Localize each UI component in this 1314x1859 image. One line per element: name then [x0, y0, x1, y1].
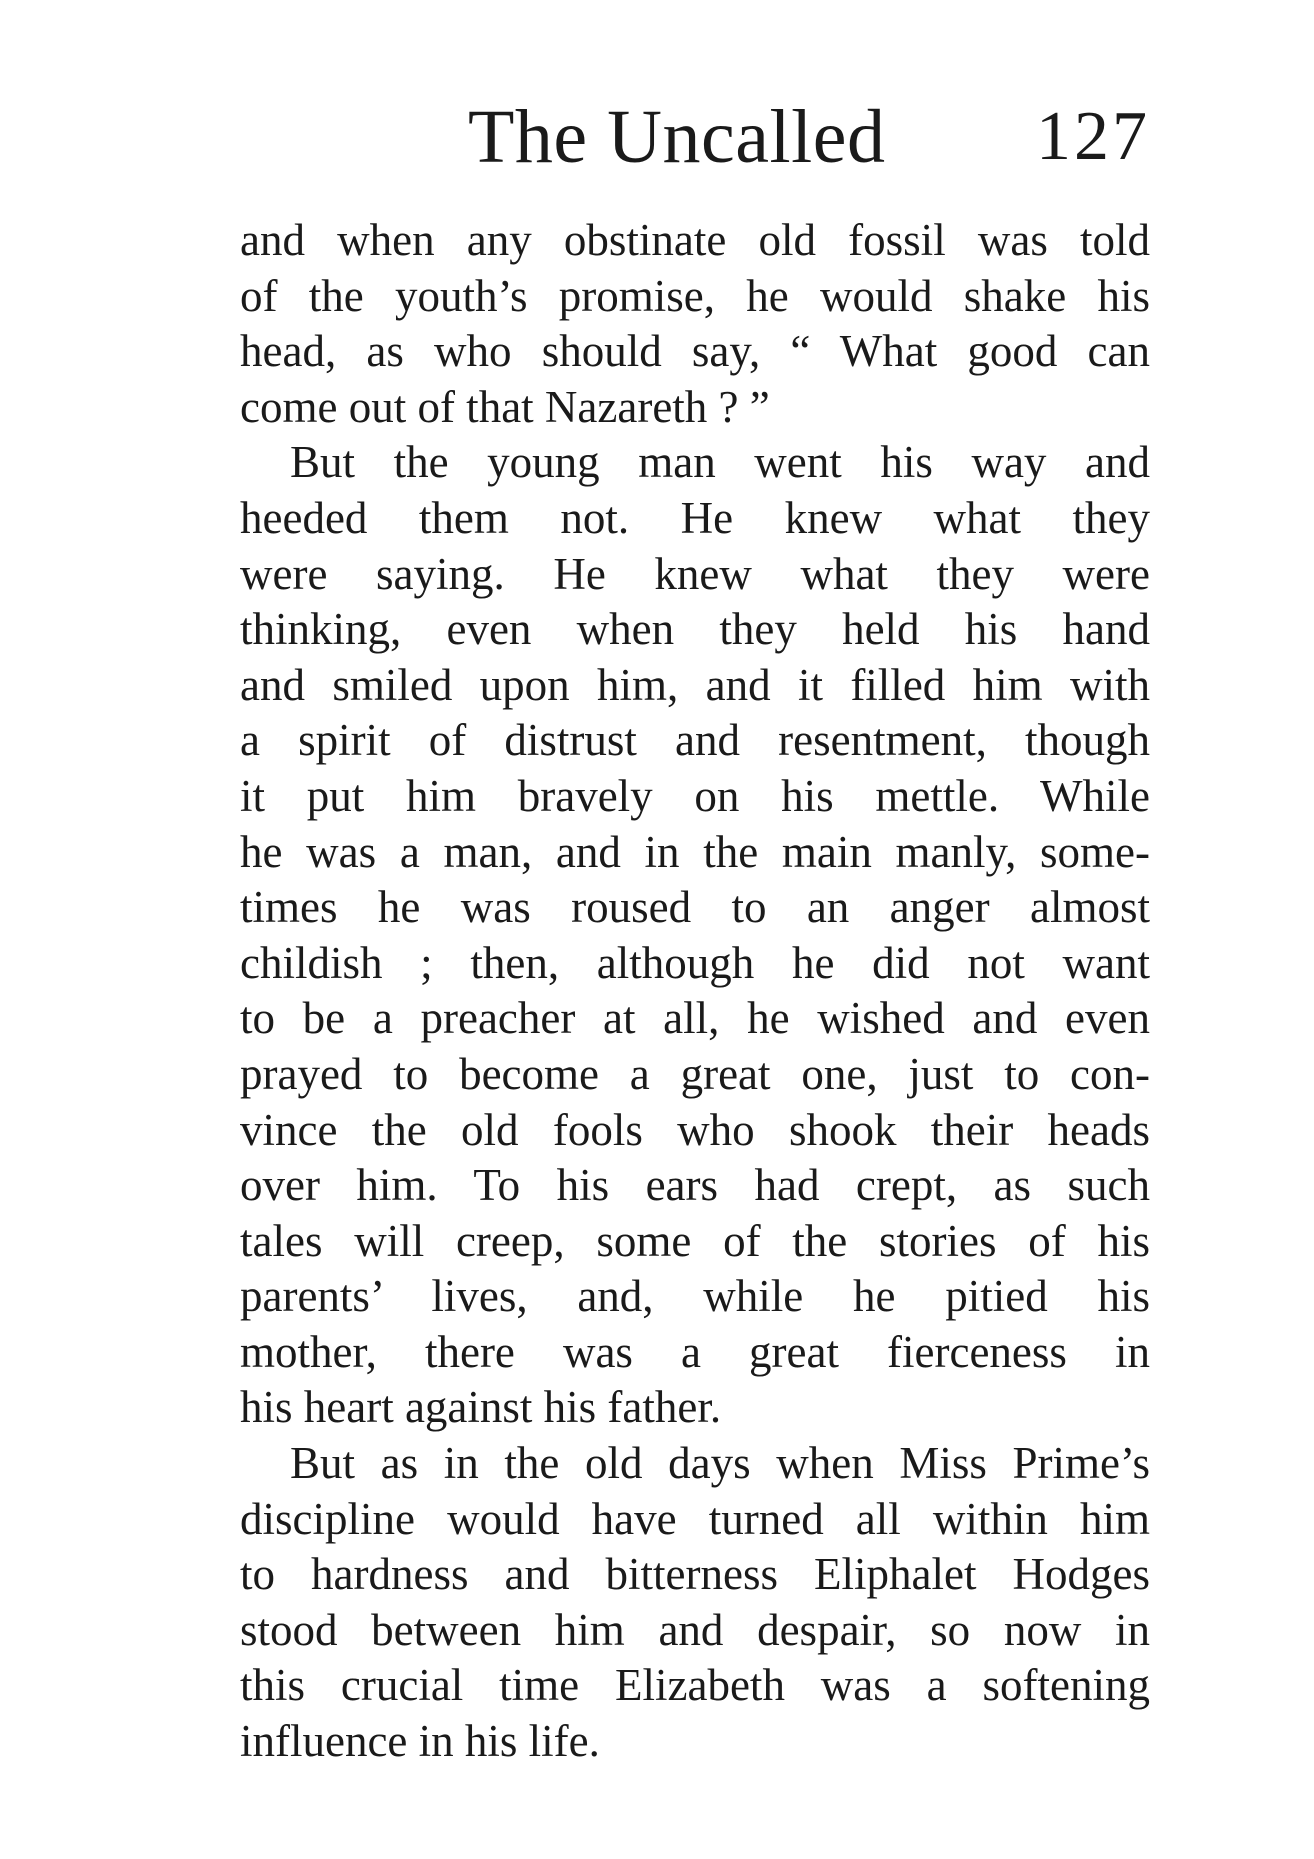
text-line: to be a preacher at all, he wished and even [240, 993, 1150, 1044]
text-line: a spirit of distrust and resentment, though [240, 715, 1150, 766]
text-line: of the youth’s promise, he would shake his [240, 270, 1150, 321]
text-line: times he was roused to an anger almost [240, 882, 1150, 933]
text-line: heeded them not. He knew what they [240, 492, 1150, 543]
paragraph-start-line: But as in the old days when Miss Prime’s [290, 1438, 1150, 1489]
text-line: vince the old fools who shook their heads [240, 1104, 1150, 1155]
text-line: tales will creep, some of the stories of his [240, 1215, 1150, 1266]
text-line: influence in his life. [240, 1716, 600, 1767]
text-line: and smiled upon him, and it filled him with [240, 659, 1150, 710]
text-line: thinking, even when they held his hand [240, 604, 1150, 655]
text-line: and when any obstinate old fossil was told [240, 215, 1150, 265]
text-line: mother, there was a great fierceness in [240, 1326, 1150, 1377]
text-line: were saying. He knew what they were [240, 548, 1150, 599]
running-header [240, 92, 1150, 182]
text-line: prayed to become a great one, just to con- [240, 1048, 1150, 1099]
text-line: come out of that Nazareth ? ” [240, 381, 770, 432]
text-line: his heart against his father. [240, 1382, 722, 1433]
body-text [240, 213, 1150, 1770]
page-number: 127 [1036, 98, 1150, 175]
text-line: discipline would have turned all within him [240, 1493, 1150, 1544]
text-line: childish ; then, although he did not want [240, 937, 1150, 988]
text-line: it put him bravely on his mettle. While [240, 770, 1150, 821]
text-line: head, as who should say, “ What good can [240, 326, 1150, 377]
paragraph-start-line: But the young man went his way and [290, 437, 1150, 488]
text-line: this crucial time Elizabeth was a softening [240, 1660, 1150, 1711]
text-line: parents’ lives, and, while he pitied his [240, 1271, 1150, 1322]
text-line: stood between him and despair, so now in [240, 1604, 1150, 1655]
text-line: to hardness and bitterness Eliphalet Hodges [240, 1549, 1150, 1600]
text-line: over him. To his ears had crept, as such [240, 1160, 1150, 1211]
text-line: he was a man, and in the main manly, some- [240, 826, 1150, 877]
running-title: The Uncalled [468, 95, 886, 179]
